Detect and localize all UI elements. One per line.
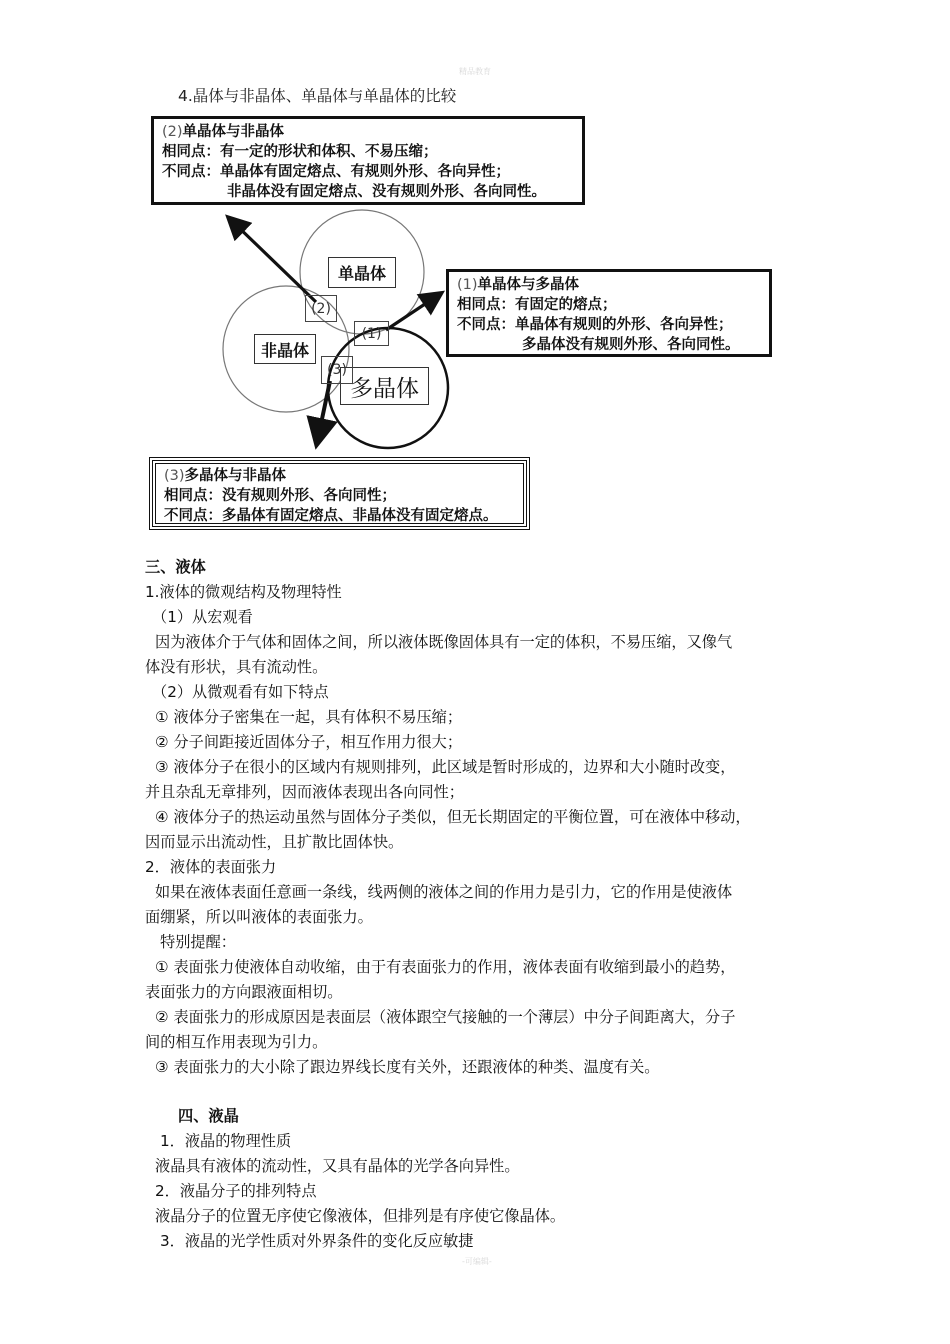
heading-liquid: 三、液体 (145, 558, 206, 576)
polycrystal-label: 多晶体 (340, 367, 429, 405)
paragraph: 1.液体的微观结构及物理特性 (145, 583, 342, 601)
arrow-3 (318, 381, 330, 438)
difference-line: 不同点：单晶体有规则的外形、各向异性； (457, 317, 733, 333)
box-title (162, 122, 582, 142)
paragraph: 并且杂乱无章排列，因而液体表现出各向同性； (145, 783, 464, 801)
arrow-1 (386, 296, 437, 330)
box-title (457, 275, 769, 295)
tag-1: (1) (354, 321, 389, 346)
comparison-box-poly-vs-amorphous (149, 457, 530, 530)
paragraph: 间的相互作用表现为引力。 (145, 1033, 328, 1051)
paragraph: 液晶分子的位置无序使它像液体，但排列是有序使它像晶体。 (155, 1207, 566, 1225)
tag-3: (3) (321, 356, 353, 384)
box-title-text: 多晶体与非晶体 (184, 468, 287, 484)
difference-line: 不同点：单晶体有固定熔点、有规则外形、各向异性； (162, 164, 510, 180)
comparison-box-single-vs-poly (446, 269, 772, 357)
box-title-text: 单晶体与多晶体 (477, 277, 580, 293)
similarity-line: 相同点：有一定的形状和体积、不易压缩； (162, 144, 438, 160)
box-number: (1) (457, 277, 478, 293)
difference-line: 非晶体没有固定熔点、没有规则外形、各向同性。 (227, 184, 546, 200)
watermark-bottom: -可编辑- (462, 1257, 492, 1266)
tag-2: (2) (305, 295, 337, 322)
subheading: 2．液晶分子的排列特点 (155, 1182, 317, 1200)
paragraph: 面绷紧，所以叫液体的表面张力。 (145, 908, 373, 926)
section-title: 4.晶体与非晶体、单晶体与单晶体的比较 (178, 87, 457, 105)
watermark-top: 精品教育 (459, 67, 491, 76)
paragraph: 特别提醒： (160, 933, 236, 951)
comparison-box-single-vs-amorphous (151, 116, 585, 205)
subheading: 2．液体的表面张力 (145, 858, 277, 876)
list-item: ② 表面张力的形成原因是表面层（液体跟空气接触的一个薄层）中分子间距离大，分子 (155, 1008, 736, 1026)
list-item: ② 分子间距接近固体分子，相互作用力很大； (155, 733, 463, 751)
single-crystal-label: 单晶体 (328, 257, 396, 288)
paragraph: （2）从微观看有如下特点 (152, 683, 329, 701)
paragraph: 如果在液体表面任意画一条线，线两侧的液体之间的作用力是引力，它的作用是使液体 (155, 883, 733, 901)
list-item: ③ 液体分子在很小的区域内有规则排列，此区域是暂时形成的，边界和大小随时改变， (155, 758, 736, 776)
similarity-line: 相同点：有固定的熔点； (457, 297, 617, 313)
box-number: (2) (162, 124, 183, 140)
paragraph: 液晶具有液体的流动性，又具有晶体的光学各向异性。 (155, 1157, 520, 1175)
paragraph: 体没有形状，具有流动性。 (145, 658, 328, 676)
list-item: ① 液体分子密集在一起，具有体积不易压缩； (155, 708, 463, 726)
paragraph: 因为液体介于气体和固体之间，所以液体既像固体具有一定的体积，不易压缩，又像气 (155, 633, 733, 651)
similarity-line: 相同点：没有规则外形、各向同性； (164, 488, 396, 504)
paragraph: 因而显示出流动性，且扩散比固体快。 (145, 833, 404, 851)
paragraph: 表面张力的方向跟液面相切。 (145, 983, 343, 1001)
arrow-2 (232, 221, 316, 302)
subheading: 1．液晶的物理性质 (160, 1132, 292, 1150)
subheading: 3．液晶的光学性质对外界条件的变化反应敏捷 (160, 1232, 474, 1250)
paragraph: （1）从宏观看 (152, 608, 253, 626)
list-item: ④ 液体分子的热运动虽然与固体分子类似，但无长期固定的平衡位置，可在液体中移动， (155, 808, 751, 826)
box-title (164, 466, 526, 486)
list-item: ③ 表面张力的大小除了跟边界线长度有关外，还跟液体的种类、温度有关。 (155, 1058, 660, 1076)
box-title-text: 单晶体与非晶体 (182, 124, 285, 140)
difference-line: 不同点：多晶体有固定熔点、非晶体没有固定熔点。 (164, 508, 498, 524)
list-item: ① 表面张力使液体自动收缩，由于有表面张力的作用，液体表面有收缩到最小的趋势， (155, 958, 736, 976)
box-number: (3) (164, 468, 185, 484)
heading-liquid-crystal: 四、液晶 (178, 1107, 239, 1125)
difference-line: 多晶体没有规则外形、各向同性。 (522, 337, 740, 353)
crystal-comparison-diagram (0, 0, 950, 545)
amorphous-label: 非晶体 (254, 334, 316, 364)
